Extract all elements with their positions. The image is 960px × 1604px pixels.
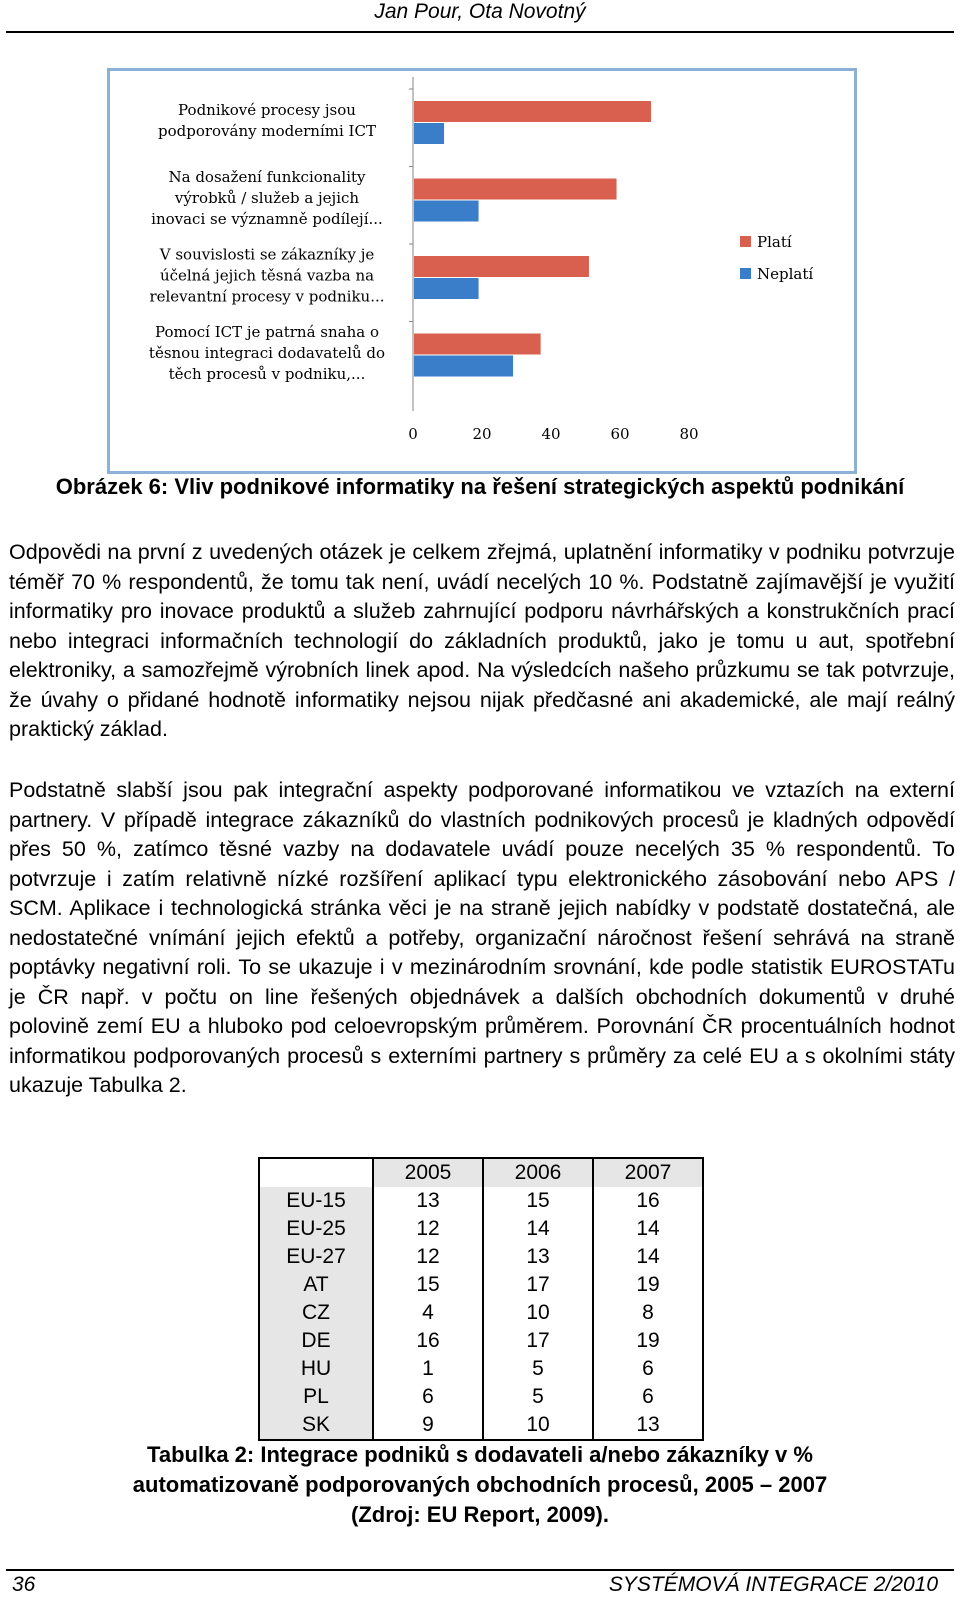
category-label-2 [151, 168, 383, 228]
bar-plati-2 [414, 179, 617, 200]
category-label-3 [149, 246, 384, 306]
table-row [259, 1271, 703, 1299]
table-cell: 14 [593, 1215, 703, 1243]
x-tick-label: 80 [679, 425, 699, 443]
table-cell: 19 [593, 1271, 703, 1299]
table-cell: 5 [483, 1383, 593, 1411]
bar-neplati-4 [414, 356, 513, 377]
table-cell: 13 [593, 1411, 703, 1440]
figure-caption: Obrázek 6: Vliv podnikové informatiky na řešení strategických aspektů podnikání [55, 474, 905, 499]
category-label-line: těsnou integraci dodavatelů do [148, 344, 386, 362]
x-tick-label: 0 [408, 425, 418, 443]
table-caption [30, 1440, 930, 1530]
legend-swatch-1 [740, 236, 751, 247]
figure-bar-chart [107, 68, 857, 474]
table-caption-line: Tabulka 2: Integrace podniků s dodavateli a/nebo zákazníky v % [147, 1442, 813, 1467]
table-caption-line: (Zdroj: EU Report, 2009). [351, 1502, 609, 1527]
table-header-row [259, 1158, 703, 1187]
category-label-line: Podnikové procesy jsou [178, 101, 356, 119]
table-row-label: DE [259, 1327, 373, 1355]
table-row-label: PL [259, 1383, 373, 1411]
table-cell: 19 [593, 1327, 703, 1355]
table-row [259, 1299, 703, 1327]
category-label-line: Na dosažení funkcionality [168, 168, 366, 186]
bar-plati-1 [414, 101, 651, 122]
category-label-line: podporovány moderními ICT [158, 122, 376, 140]
table-cell: 14 [483, 1215, 593, 1243]
table-cell: 15 [373, 1271, 483, 1299]
legend-label-1: Platí [757, 233, 792, 251]
table-cell: 1 [373, 1355, 483, 1383]
category-label-line: Pomocí ICT je patrná snaha o [154, 323, 380, 341]
table-cell: 10 [483, 1411, 593, 1440]
bar-plati-3 [414, 256, 589, 277]
table-cell: 8 [593, 1299, 703, 1327]
category-label-line: těch procesů v podniku,... [168, 365, 366, 383]
table-row [259, 1187, 703, 1215]
x-tick-label: 60 [610, 425, 630, 443]
table-row-label: EU-15 [259, 1187, 373, 1215]
data-table [258, 1157, 704, 1441]
page-number: 36 [12, 1573, 36, 1596]
category-label-4 [149, 323, 385, 383]
chart-svg [110, 71, 854, 471]
table-cell: 17 [483, 1271, 593, 1299]
paragraph-2: Podstatně slabší jsou pak integrační aspekty podporované informatikou ve vztazích na externí partnery. V případě integrace zákazníků do vlastních podnikových procesů je kladných odpovědí přes 50 %, zatímco těsné vazby na dodavatele uvádí pouze necelých 35 % respondentů. To potvrzuje i zatím relativně nízké rozšíření aplikací typu elektronického zásobování nebo APS / SCM. Aplikace i technologická stránka věci je na straně jejich nabídky v podstatě dostatečná, ale nedostatečné vnímání jejich efektů a potřeby, organizační náročnost řešení sehrává na straně poptávky negativní roli. To se ukazuje i v mezinárodním srovnání, kde podle statistik EUROSTATu je ČR např. v počtu on line řešených objednávek a dalších obchodních dokumentů v druhé polovině zemí EU a hluboko pod celoevropským průměrem. Porovnání ČR procentuálních hodnot informatikou podporovaných procesů s externími partnery s průměry za celé EU a s okolními státy ukazuje Tabulka 2. [9, 778, 955, 1097]
bar-plati-4 [414, 334, 541, 355]
table-column-header: 2007 [593, 1158, 703, 1187]
category-label-line: účelná jejich těsná vazba na [159, 266, 375, 285]
table-row [259, 1243, 703, 1271]
table-cell: 14 [593, 1243, 703, 1271]
table-column-header: 2006 [483, 1158, 593, 1187]
table-column-header: 2005 [373, 1158, 483, 1187]
table-cell: 6 [373, 1383, 483, 1411]
table-row [259, 1355, 703, 1383]
table-row-label: HU [259, 1355, 373, 1383]
table-cell: 17 [483, 1327, 593, 1355]
legend-label-2: Neplatí [757, 265, 814, 283]
table-row-label: AT [259, 1271, 373, 1299]
bar-neplati-3 [414, 278, 479, 299]
table-cell: 12 [373, 1243, 483, 1271]
table-cell: 6 [593, 1355, 703, 1383]
bar-neplati-2 [414, 201, 479, 222]
table-row [259, 1411, 703, 1440]
table-corner-cell [259, 1158, 373, 1187]
journal-name: SYSTÉMOVÁ INTEGRACE 2/2010 [608, 1573, 938, 1596]
running-header: Jan Pour, Ota Novotný [374, 0, 586, 23]
paragraph-1: Odpovědi na první z uvedených otázek je celkem zřejmá, uplatnění informatiky v podniku potvrzuje téměř 70 % respondentů, že tomu tak není, uvádí necelých 10 %. Podstatně zajímavější je využití informatiky pro inovace produktů a služeb zahrnující podporu návrhářských a konstrukčních prací nebo integraci informačních technologií do základních produktů, jako je tomu u aut, spotřební elektroniky, a samozřejmě výrobních linek apod. Na výsledcích našeho průzkumu se tak potvrzuje, že úvahy o přidané hodnotě informatiky nejsou nijak předčasné ani akademické, ale mají reálný praktický základ. [9, 540, 955, 741]
table-row-label: SK [259, 1411, 373, 1440]
header-rule [6, 31, 954, 33]
table-cell: 5 [483, 1355, 593, 1383]
category-label-1 [158, 101, 376, 140]
table-row-label: EU-25 [259, 1215, 373, 1243]
table-cell: 16 [373, 1327, 483, 1355]
table-row-label: EU-27 [259, 1243, 373, 1271]
table-cell: 13 [483, 1243, 593, 1271]
table-cell: 6 [593, 1383, 703, 1411]
table-cell: 10 [483, 1299, 593, 1327]
table-cell: 15 [483, 1187, 593, 1215]
table-cell: 9 [373, 1411, 483, 1440]
table-row [259, 1327, 703, 1355]
category-label-line: relevantní procesy v podniku... [149, 287, 385, 306]
table-cell: 4 [373, 1299, 483, 1327]
category-label-line: V souvislosti se zákazníky je [159, 245, 375, 264]
footer-rule [6, 1569, 954, 1571]
x-tick-label: 20 [472, 425, 492, 443]
table-cell: 16 [593, 1187, 703, 1215]
table-row [259, 1215, 703, 1243]
table-row [259, 1383, 703, 1411]
category-label-line: inovaci se významně podílejí... [151, 210, 383, 228]
x-tick-label: 40 [541, 425, 561, 443]
table-row-label: CZ [259, 1299, 373, 1327]
table-caption-line: automatizovaně podporovaných obchodních procesů, 2005 – 2007 [132, 1472, 828, 1497]
table-cell: 12 [373, 1215, 483, 1243]
bar-neplati-1 [414, 123, 444, 144]
category-label-line: výrobků / služeb a jejich [174, 189, 360, 207]
legend-swatch-2 [740, 268, 751, 279]
table-cell: 13 [373, 1187, 483, 1215]
